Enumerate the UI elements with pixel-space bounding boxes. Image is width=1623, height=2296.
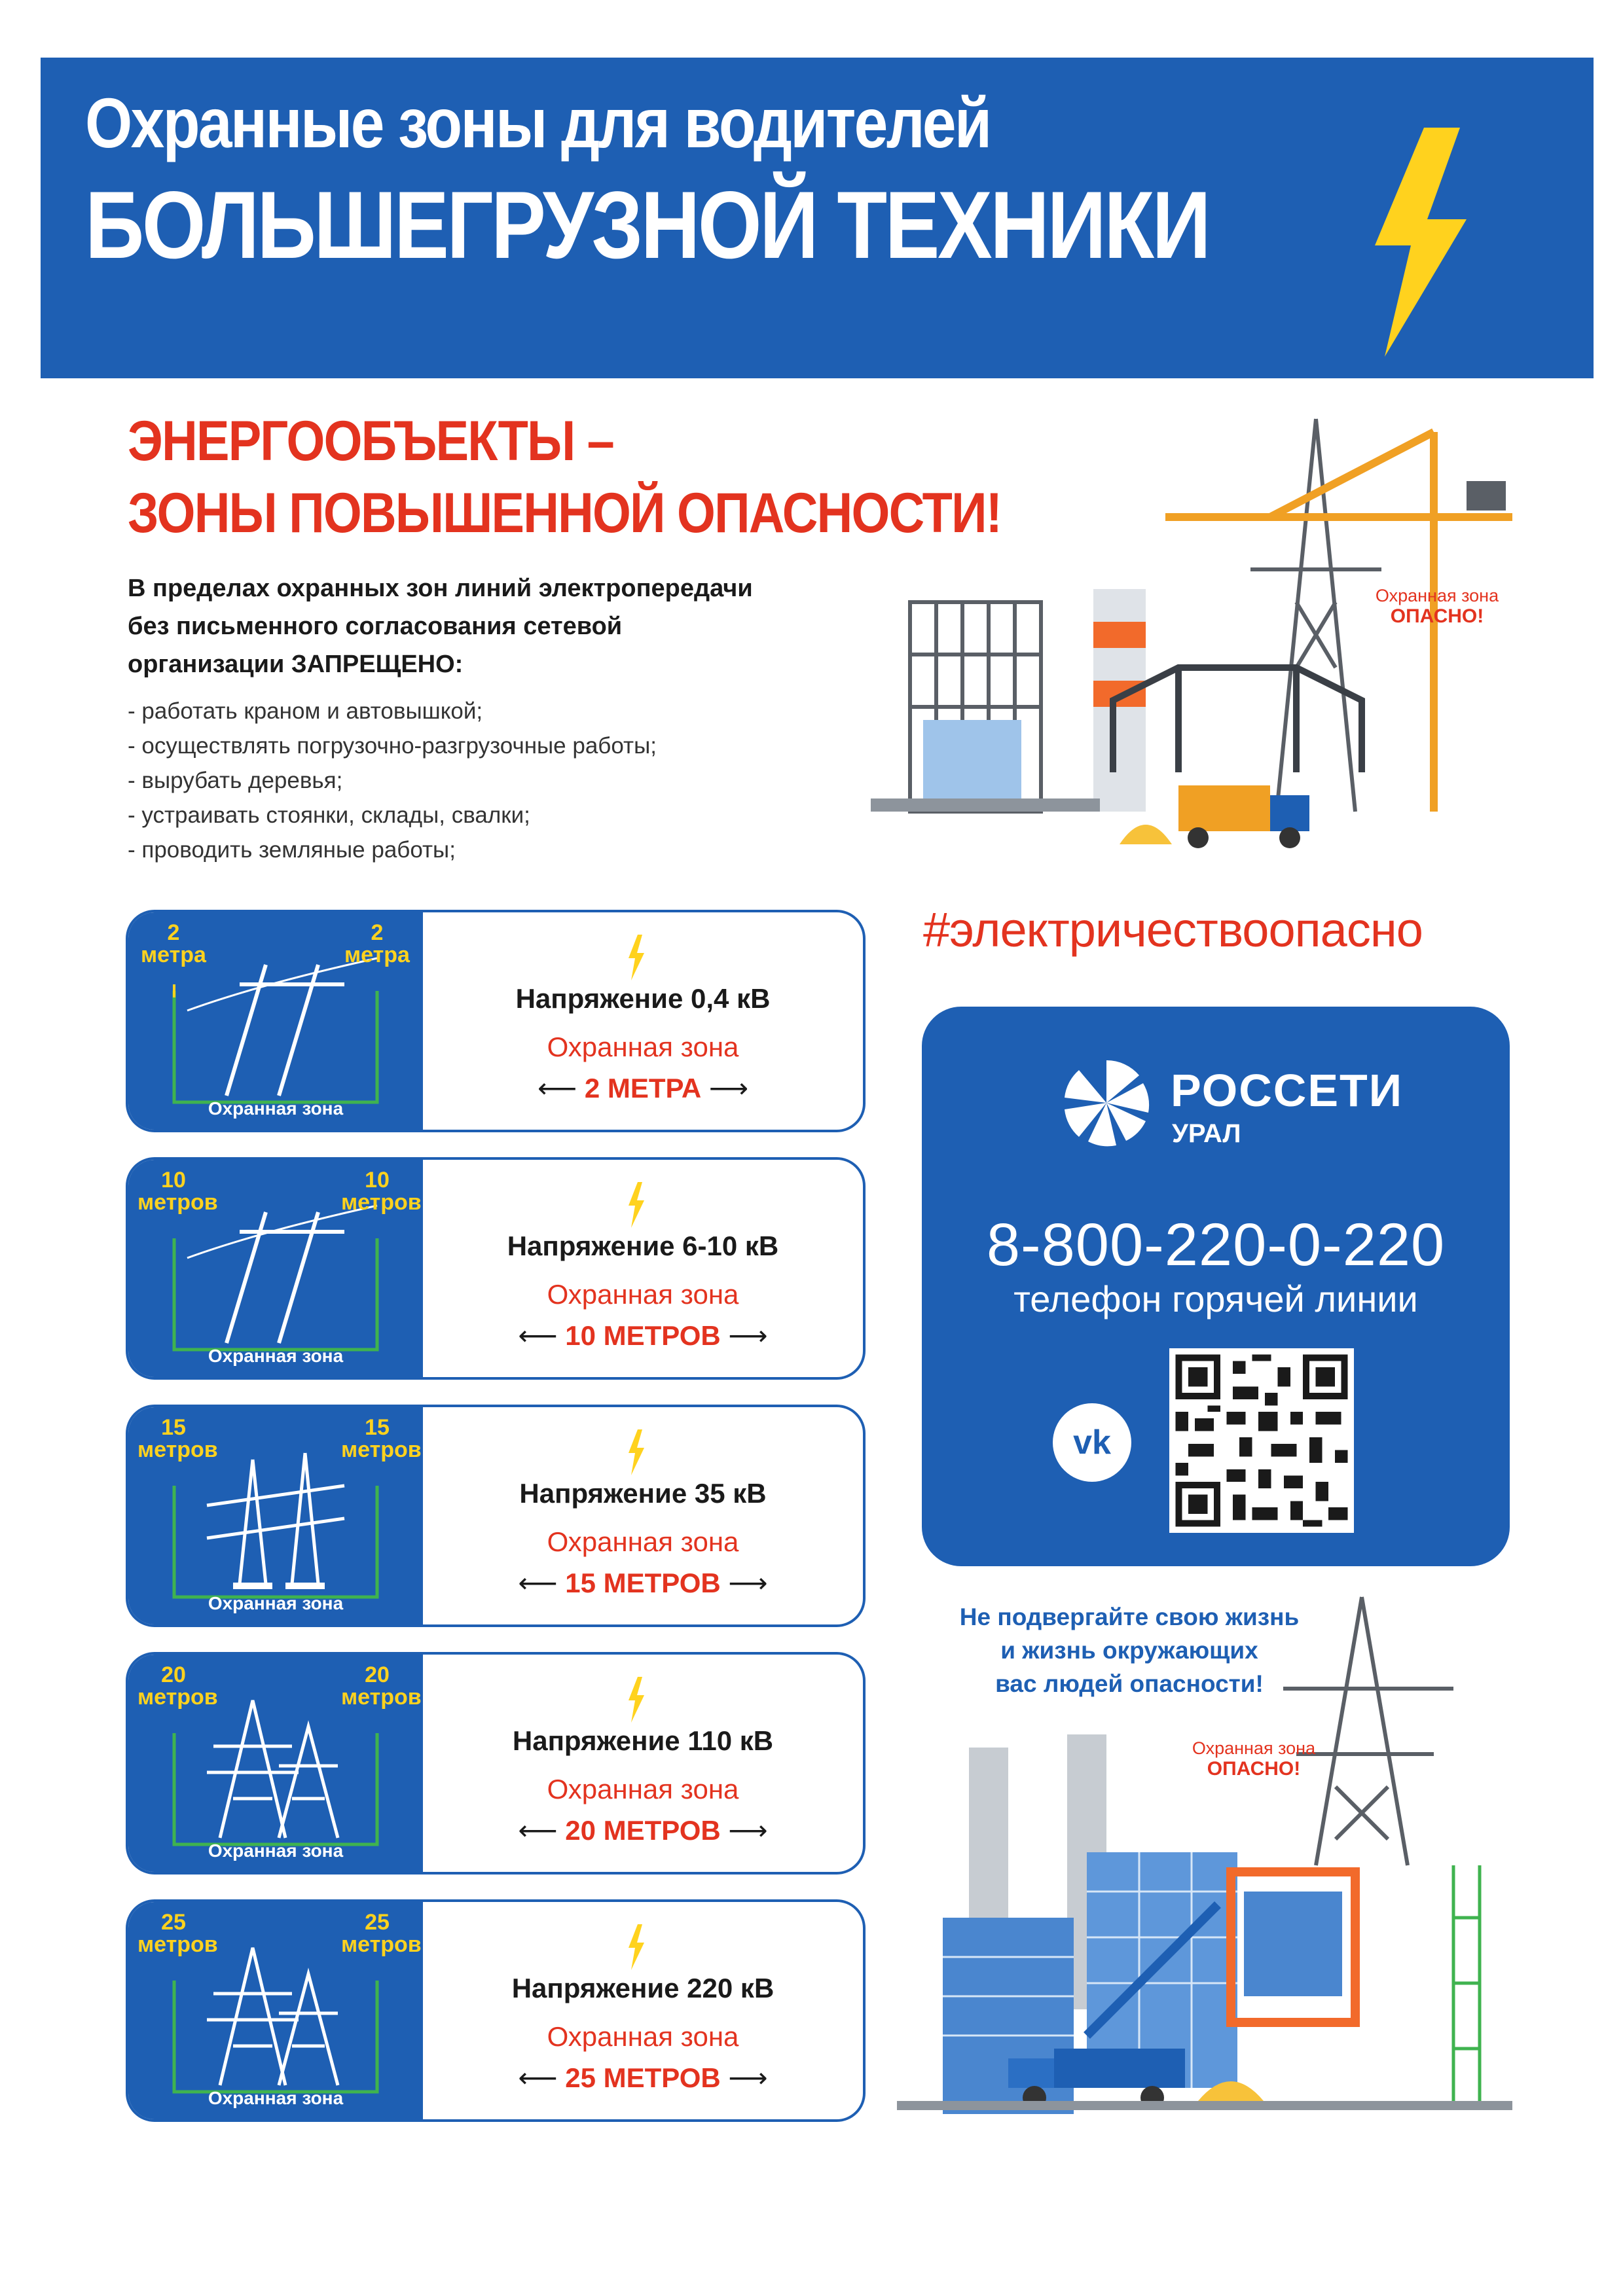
zone-diagram-panel [128,1407,423,1624]
warning-heading-line2: ЗОНЫ ПОВЫШЕННОЙ ОПАСНОСТИ! [128,482,1002,545]
brand-subtitle: УРАЛ [1172,1119,1241,1148]
hotline-label: телефон горячей линии [1013,1278,1418,1319]
distance-left: 25 метров [137,1910,218,1957]
warning-heading-line1: ЭНЕРГООБЪЕКТЫ – [128,410,614,473]
rosseti-logo-icon [1061,1057,1152,1149]
distance-left: 15 метров [137,1415,218,1462]
zone-word: Охранная зона [547,2021,739,2052]
distance-left: 2 метра [141,920,206,967]
danger-tag-top [1359,585,1516,627]
intro-text [128,569,913,683]
danger-tag-label: Охранная зона [1192,1738,1316,1758]
safety-warning-line: вас людей опасности! [995,1670,1264,1697]
lightning-bolt-icon [626,1677,646,1723]
voltage-label: Напряжение 0,4 кВ [515,983,771,1014]
zone-label: Охранная зона [208,1840,344,1861]
title-line-2: БОЛЬШЕГРУЗНОЙ ТЕХНИКИ [85,171,1209,278]
zone-card-35kv [126,1405,866,1627]
zone-diagram-panel [128,1160,423,1377]
safety-warning-line: Не подвергайте свою жизнь [959,1604,1300,1630]
intro-line: В пределах охранных зон линий электропередачи [128,575,753,602]
danger-tag-warning: ОПАСНО! [1390,605,1484,627]
zone-card-220kv [126,1899,866,2122]
lightning-bolt-icon [1362,128,1473,357]
hashtag: #электричествоопасно [923,903,1423,957]
voltage-label: Напряжение 110 кВ [512,1725,774,1756]
danger-tag-warning: ОПАСНО! [1207,1758,1301,1780]
voltage-label: Напряжение 35 кВ [519,1478,767,1509]
distance-right: 10 метров [341,1168,422,1215]
zone-word: Охранная зона [547,1031,739,1062]
list-item: - устраивать стоянки, склады, свалки; [128,802,530,828]
zone-card-6-10kv [126,1157,866,1380]
zone-label: Охранная зона [208,1346,344,1366]
list-item: - работать краном и автовышкой; [128,698,483,724]
zone-size: ⟵ 20 МЕТРОВ ⟶ [518,1815,768,1846]
list-item: - проводить земляные работы; [128,837,456,863]
zone-card-0.4kv [126,910,866,1132]
danger-tag-bottom [1175,1738,1332,1780]
title-line-1: Охранные зоны для водителей [85,83,991,162]
zone-label: Охранная зона [208,1098,344,1119]
list-item: - вырубать деревья; [128,768,343,793]
intro-line: без письменного согласования сетевой [128,613,623,640]
zone-size: ⟵ 15 МЕТРОВ ⟶ [518,1568,768,1598]
lightning-bolt-icon [626,1182,646,1228]
distance-left: 20 метров [137,1662,218,1710]
zone-size: ⟵ 25 МЕТРОВ ⟶ [518,2062,768,2093]
zone-label: Охранная зона [208,2088,344,2108]
list-item: - осуществлять погрузочно-разгрузочные работы; [128,733,657,759]
lightning-bolt-icon [626,1924,646,1970]
zone-diagram-panel [128,912,423,1130]
zone-word: Охранная зона [547,1279,739,1310]
zone-size: ⟵ 10 МЕТРОВ ⟶ [518,1320,768,1351]
lightning-bolt-icon [626,935,646,980]
lightning-bolt-icon [626,1429,646,1475]
distance-right: 2 метра [344,920,410,967]
voltage-label: Напряжение 220 кВ [511,1973,775,2003]
qr-code-icon[interactable] [1169,1348,1354,1533]
hotline-phone[interactable]: 8-800-220-0-220 [986,1211,1446,1278]
distance-left: 10 метров [137,1168,218,1215]
distance-right: 15 метров [341,1415,422,1462]
safety-warning-line: и жизнь окружающих [1000,1637,1258,1664]
danger-tag-label: Охранная зона [1375,586,1499,605]
voltage-label: Напряжение 6-10 кВ [507,1230,779,1261]
zone-size: ⟵ 2 МЕТРА ⟶ [537,1073,749,1103]
zone-word: Охранная зона [547,1774,739,1804]
prohibited-list [128,694,946,867]
building-crane-illustration [890,1590,1519,2140]
distance-right: 25 метров [341,1910,422,1957]
zone-diagram-panel [128,1655,423,1872]
construction-site-illustration [864,406,1519,864]
zone-word: Охранная зона [547,1526,739,1557]
zone-label: Охранная зона [208,1593,344,1613]
distance-right: 20 метров [341,1662,422,1710]
vk-label: vk [1073,1424,1111,1462]
brand-name: РОССЕТИ [1171,1065,1404,1116]
zone-card-110kv [126,1652,866,1874]
zone-diagram-panel [128,1902,423,2119]
intro-line: организации ЗАПРЕЩЕНО: [128,651,464,678]
